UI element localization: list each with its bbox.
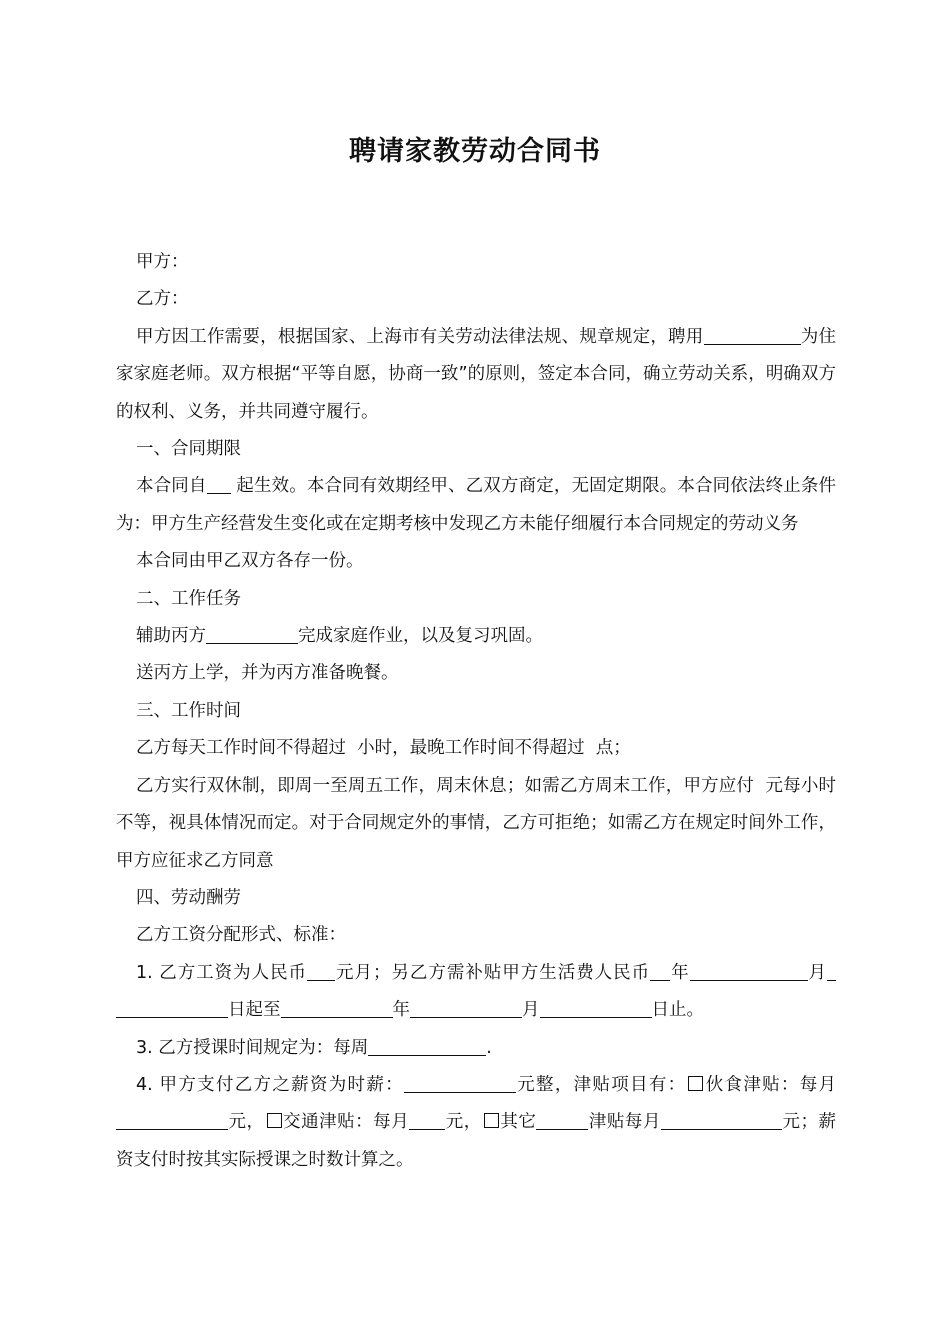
item-4-text-g: 其它 <box>499 1112 537 1133</box>
item-1-text-h: 日止。 <box>651 1000 704 1021</box>
section-2-item-2: 送丙方上学，并为丙方准备晚餐。 <box>136 663 399 684</box>
item-1-text-a: 1. 乙方工资为人民币 <box>136 962 308 983</box>
section-2-heading: 二、工作任务 <box>136 588 241 609</box>
section-4-heading: 四、劳动酬劳 <box>136 887 241 908</box>
blank-field <box>827 962 836 981</box>
intro-paragraph <box>116 319 836 431</box>
item-1-text-f: 年 <box>392 1000 410 1021</box>
section-1-copies: 本合同由甲乙双方各存一份。 <box>136 551 364 572</box>
blank-field <box>704 326 792 345</box>
section-2-item-1 <box>116 618 836 655</box>
document-title: 聘请家教劳动合同书 <box>349 136 601 167</box>
blank-field <box>773 1112 782 1131</box>
section-1-paragraph <box>116 468 836 543</box>
item-4-text-b: 元整，津贴项目有： <box>515 1074 687 1095</box>
item-4-text-e: 交通津贴：每月 <box>282 1112 410 1133</box>
section-4-item-4 <box>116 1067 836 1179</box>
blank-field <box>410 1000 522 1019</box>
item-1-text-d: 月 <box>807 962 828 983</box>
section-2-text-a: 辅助丙方 <box>136 626 206 647</box>
blank-field <box>281 1000 393 1019</box>
blank-field <box>404 1074 516 1093</box>
blank-field <box>661 1112 773 1131</box>
blank-field <box>307 962 335 981</box>
intro-text-1: 甲方因工作需要，根据国家、上海市有关劳动法律法规、规章规定，聘用 <box>136 326 704 347</box>
blank-field <box>540 1000 652 1019</box>
document-body <box>116 244 836 1179</box>
intro-text-2: 为住家家庭老师。双方根据“平等自愿，协商一致”的原则，签定本合同，确立劳动关系，明确双方的权利、义务，并共同遵守履行。 <box>116 326 837 422</box>
item-4-text-a: 4. 甲方支付乙方之薪资为时薪： <box>136 1074 404 1095</box>
section-4-item-3 <box>116 1030 836 1067</box>
section-3-para-2: 乙方实行双休制，即周一至周五工作，周末休息；如需乙方周末工作，甲方应付 元每小时不等，视具体情况而定。对于合同规定外的事情，乙方可拒绝；如需乙方在规定时间外工作，甲方应征求乙方同意 <box>116 775 836 871</box>
item-1-text-e: 日起至 <box>228 1000 281 1021</box>
blank-field <box>207 476 231 495</box>
item-4-text-i: 元；薪资支付时按其实际授课之时数计算之。 <box>116 1112 837 1170</box>
section-4-item-1 <box>116 955 836 1030</box>
section-3-heading: 三、工作时间 <box>136 700 241 721</box>
section-1-heading: 一、合同期限 <box>136 439 241 460</box>
section-1-text-a: 本合同自 <box>136 476 207 497</box>
blank-field <box>409 1112 445 1131</box>
item-4-text-h: 津贴每月 <box>588 1112 661 1133</box>
blank-field <box>368 1037 486 1056</box>
item-4-text-f: 元， <box>445 1112 482 1133</box>
blank-field <box>206 626 298 645</box>
checkbox-icon <box>484 1113 499 1128</box>
section-1-text-b: 起生效。本合同有效期经甲、乙双方商定，无固定期限。本合同依法终止条件为：甲方生产经营发生变化或在定期考核中发现乙方未能仔细履行本合同规定的劳动义务 <box>116 476 837 534</box>
item-4-text-c: 伙食津贴：每月 <box>704 1074 837 1095</box>
blank-field <box>116 1112 228 1131</box>
item-1-text-b: 元月；另乙方需补贴甲方生活费人民币 <box>335 962 651 983</box>
blank-field <box>116 1000 228 1019</box>
item-4-text-d: 元， <box>228 1112 265 1133</box>
blank-field <box>650 962 670 981</box>
section-3-para-1: 乙方每天工作时间不得超过 小时，最晚工作时间不得超过 点； <box>136 738 631 759</box>
item-3-text-b: . <box>486 1037 492 1058</box>
blank-field <box>792 326 801 345</box>
checkbox-icon <box>267 1113 282 1128</box>
party-b-line: 乙方： <box>136 289 189 310</box>
item-3-text-a: 3. 乙方授课时间规定为：每周 <box>136 1037 369 1058</box>
item-1-text-g: 月 <box>522 1000 540 1021</box>
blank-field <box>536 1112 588 1131</box>
blank-field <box>690 962 808 981</box>
section-4-subheading: 乙方工资分配形式、标准： <box>136 925 346 946</box>
party-a-line: 甲方： <box>136 252 189 272</box>
checkbox-icon <box>688 1076 703 1091</box>
section-2-text-b: 完成家庭作业，以及复习巩固。 <box>298 626 543 647</box>
item-1-text-c: 年 <box>670 962 690 983</box>
